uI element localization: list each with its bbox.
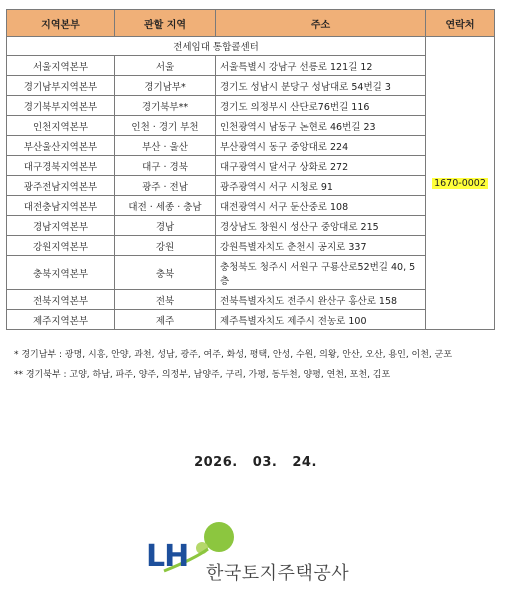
office-cell: 강원지역본부 [7, 236, 115, 256]
table-row [7, 290, 495, 310]
address-cell: 경기도 성남시 분당구 성남대로 54번길 3 [216, 76, 426, 96]
address-cell: 경기도 의정부시 산단로76번길 116 [216, 96, 426, 116]
address-cell: 강원특별자치도 춘천시 공지로 337 [216, 236, 426, 256]
table-row [7, 176, 495, 196]
office-cell: 광주전남지역본부 [7, 176, 115, 196]
header-office: 지역본부 [7, 10, 115, 37]
address-cell: 부산광역시 동구 중앙대로 224 [216, 136, 426, 156]
table-row [7, 96, 495, 116]
table-row [7, 216, 495, 236]
table-row [7, 256, 495, 290]
office-cell: 경남지역본부 [7, 216, 115, 236]
office-cell: 서울지역본부 [7, 56, 115, 76]
area-cell: 인천 · 경기 부천 [115, 116, 216, 136]
footnote-gyeonggi-south: * 경기남부 : 광명, 시흥, 안양, 과천, 성남, 광주, 여주, 화성, 평택, 안성, 수원, 의왕, 안산, 오산, 용인, 이천, 군포 [14, 350, 453, 360]
area-cell: 충북 [115, 256, 216, 290]
office-cell: 경기북부지역본부 [7, 96, 115, 116]
lh-logo [146, 519, 366, 585]
address-cell: 대전광역시 서구 둔산중로 108 [216, 196, 426, 216]
table-row [7, 136, 495, 156]
address-cell: 충청북도 청주시 서원구 구룡산로52번길 40, 5층 [216, 256, 426, 290]
address-cell: 전북특별자치도 전주시 완산구 홍산로 158 [216, 290, 426, 310]
table-row [7, 196, 495, 216]
area-cell: 부산 · 울산 [115, 136, 216, 156]
area-cell: 강원 [115, 236, 216, 256]
contact-cell [426, 37, 495, 330]
area-cell: 전북 [115, 290, 216, 310]
phone-number: 1670-0002 [434, 177, 486, 189]
corporation-name: 한국토지주택공사 [206, 563, 350, 584]
area-cell: 경남 [115, 216, 216, 236]
footnote-gyeonggi-north: ** 경기북부 : 고양, 하남, 파주, 양주, 의정부, 남양주, 구리, 가평, 동두천, 양평, 연천, 포천, 김포 [14, 370, 391, 380]
address-cell: 광주광역시 서구 시청로 91 [216, 176, 426, 196]
area-cell: 서울 [115, 56, 216, 76]
office-cell: 대전충남지역본부 [7, 196, 115, 216]
area-cell: 경기남부* [115, 76, 216, 96]
address-cell: 경상남도 창원시 성산구 중앙대로 215 [216, 216, 426, 236]
area-cell: 대구 · 경북 [115, 156, 216, 176]
address-cell: 대구광역시 달서구 상화로 272 [216, 156, 426, 176]
area-cell: 경기북부** [115, 96, 216, 116]
office-cell: 경기남부지역본부 [7, 76, 115, 96]
table-row [7, 310, 495, 330]
table-row [7, 116, 495, 136]
table-row [7, 236, 495, 256]
address-cell: 제주특별자치도 제주시 전농로 100 [216, 310, 426, 330]
area-cell: 제주 [115, 310, 216, 330]
lh-logo-letters: LH [146, 539, 189, 574]
office-cell: 대구경북지역본부 [7, 156, 115, 176]
table-row [7, 156, 495, 176]
address-cell: 서울특별시 강남구 선릉로 121길 12 [216, 56, 426, 76]
regional-office-table [6, 9, 495, 330]
office-cell: 제주지역본부 [7, 310, 115, 330]
office-cell: 부산울산지역본부 [7, 136, 115, 156]
office-cell: 충북지역본부 [7, 256, 115, 290]
area-cell: 광주 · 전남 [115, 176, 216, 196]
area-cell: 대전 · 세종 · 충남 [115, 196, 216, 216]
office-cell: 전북지역본부 [7, 290, 115, 310]
call-center-label: 전세임대 통합콜센터 [7, 37, 426, 56]
table-row [7, 56, 495, 76]
address-cell: 인천광역시 남동구 논현로 46번길 23 [216, 116, 426, 136]
header-area: 관할 지역 [115, 10, 216, 37]
document-date: 2026. 03. 24. [194, 455, 317, 470]
office-cell: 인천지역본부 [7, 116, 115, 136]
header-contact: 연락처 [426, 10, 495, 37]
header-address: 주소 [216, 10, 426, 37]
table-row [7, 76, 495, 96]
footnotes [14, 345, 452, 385]
